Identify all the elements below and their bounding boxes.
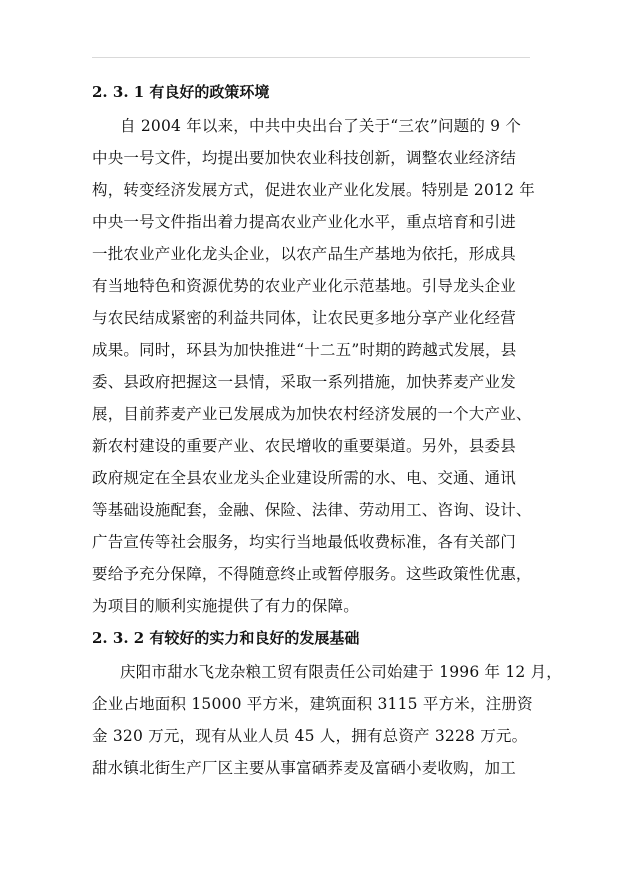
paragraph-line: 委、县政府把握这一县情，采取一系列措施，加快荞麦产业发 [92, 373, 516, 391]
paragraph-line: 自 2004 年以来，中共中央出台了关于“三农”问题的 9 个 [120, 117, 522, 135]
paragraph-line: 要给予充分保障，不得随意终止或暂停服务。这些政策性优惠， [92, 565, 532, 583]
paragraph-line: 成果。同时，环县为加快推进“十二五”时期的跨越式发展，县 [92, 341, 517, 359]
paragraph-line: 中央一号文件，均提出要加快农业科技创新，调整农业经济结 [92, 149, 516, 167]
paragraph-line: 展，目前荞麦产业已发展成为加快农村经济发展的一个大产业、 [92, 405, 532, 423]
document-body [92, 78, 562, 784]
paragraph-line: 金 320 万元，现有从业人员 45 人，拥有总资产 3228 万元。 [92, 727, 528, 745]
paragraph-line: 中央一号文件指出着力提高农业产业化水平，重点培育和引进 [92, 213, 516, 231]
paragraph-line: 一批农业产业化龙头企业，以农产品生产基地为依托，形成具 [92, 245, 516, 263]
paragraph-line: 甜水镇北街生产厂区主要从事富硒荞麦及富硒小麦收购，加工 [92, 759, 516, 777]
paragraph-line: 为项目的顺利实施提供了有力的保障。 [92, 597, 359, 615]
header-rule [92, 57, 530, 58]
section-heading-2-3-1: 2. 3. 1 有良好的政策环境 [92, 83, 270, 101]
paragraph-line: 新农村建设的重要产业、农民增收的重要渠道。另外，县委县 [92, 437, 516, 455]
paragraph-line: 等基础设施配套，金融、保险、法律、劳动用工、咨询、设计、 [92, 501, 532, 519]
paragraph-line: 广告宣传等社会服务，均实行当地最低收费标准，各有关部门 [92, 533, 516, 551]
paragraph-line: 政府规定在全县农业龙头企业建设所需的水、电、交通、通讯 [92, 469, 516, 487]
paragraph-line: 构，转变经济发展方式，促进农业产业化发展。特别是 2012 年 [92, 181, 536, 199]
section-heading-2-3-2: 2. 3. 2 有较好的实力和良好的发展基础 [92, 629, 360, 647]
paragraph-line: 企业占地面积 15000 平方米，建筑面积 3115 平方米，注册资 [92, 695, 533, 713]
paragraph-line: 有当地特色和资源优势的农业产业化示范基地。引导龙头企业 [92, 277, 516, 295]
paragraph-line: 与农民结成紧密的利益共同体，让农民更多地分享产业化经营 [92, 309, 516, 327]
paragraph-line: 庆阳市甜水飞龙杂粮工贸有限责任公司始建于 1996 年 12 月， [120, 663, 562, 681]
